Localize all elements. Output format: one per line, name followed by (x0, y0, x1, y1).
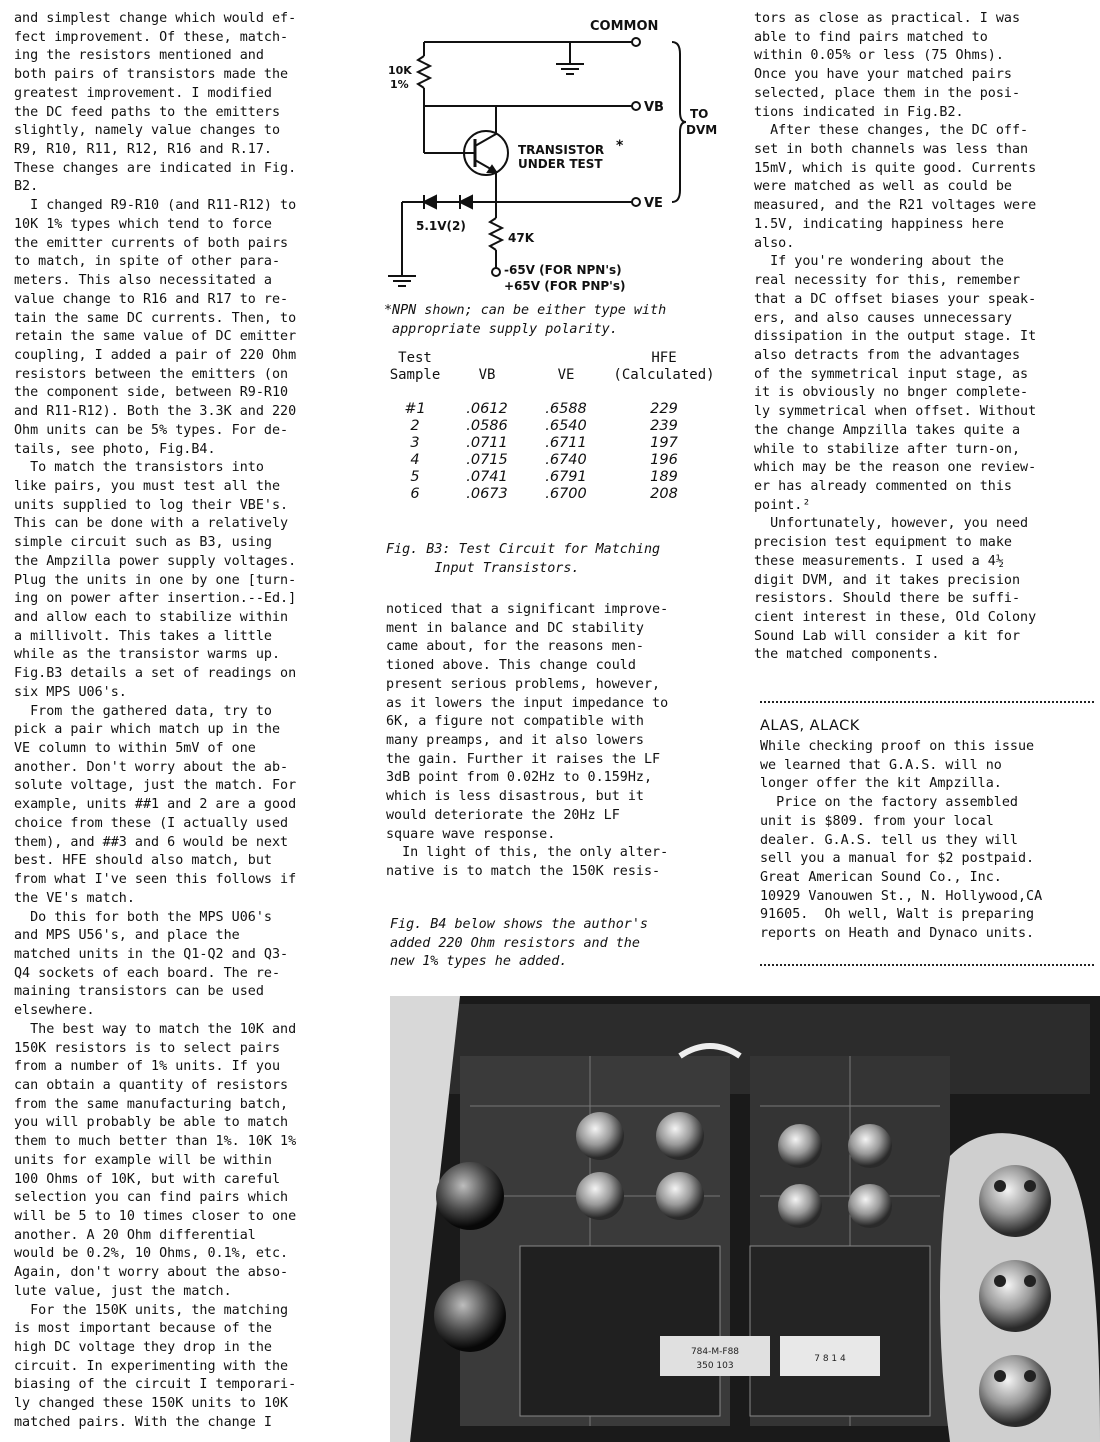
text-line: 1.5V, indicating happiness here (754, 216, 1004, 232)
text-line: In light of this, the only alter- (386, 845, 669, 861)
text-line: you will probably be able to match (14, 1115, 289, 1131)
text-line: Once you have your matched pairs (754, 67, 1012, 83)
text-line: like pairs, you must test all the (14, 478, 281, 494)
text-line: simple circuit such as B3, using (14, 535, 272, 551)
text-line: While checking proof on this issue (760, 739, 1035, 754)
text-line: the matched components. (754, 647, 940, 663)
cell-ve: .6540 (545, 418, 587, 434)
cell-sample: #1 (404, 401, 426, 417)
label-pnp-supply: +65V (FOR PNP's) (504, 279, 626, 293)
text-line: biasing of the circuit I temporari- (14, 1377, 297, 1393)
cell-ve: .6588 (545, 401, 587, 417)
text-line: within 0.05% or less (75 Ohms). (754, 48, 1004, 64)
header-hfe: HFE (651, 350, 677, 366)
text-line: a millivolt. This takes a little (14, 628, 272, 644)
text-line: Do this for both the MPS U06's (14, 909, 272, 925)
circuit-footnote (384, 302, 666, 339)
table-body (384, 401, 724, 503)
text-line: while to stabilize after turn-on, (754, 441, 1021, 457)
label-vb: VB (644, 100, 664, 115)
header-vb: VB (478, 367, 496, 383)
text-line: Again, don't worry about the abso- (14, 1265, 289, 1281)
text-line: 10K 1% types which tend to force (14, 216, 272, 232)
text-line: it is obviously no bnger complete- (754, 385, 1029, 401)
text-line: both pairs of transistors made the (14, 67, 289, 83)
transistor-readings-table (384, 350, 724, 503)
text-line: The best way to match the 10K and (14, 1021, 297, 1037)
text-line: resistors. Should there be suffi- (754, 591, 1021, 607)
text-line: 3dB point from 0.02Hz to 0.159Hz, (386, 770, 653, 786)
label-common: COMMON (590, 19, 659, 34)
text-line: is most important because of the (14, 1321, 272, 1337)
cell-vb: .0741 (466, 469, 508, 485)
text-line: ing the resistors mentioned and (14, 48, 264, 64)
divider-bottom (760, 964, 1094, 966)
text-line: tions indicated in Fig.B2. (754, 104, 964, 120)
text-line: were matched as well as could be (754, 179, 1012, 195)
text-line: units supplied to log their VBE's. (14, 497, 289, 513)
photo-label-left: 784-M-F88 (690, 1347, 740, 1357)
cell-hfe: 197 (650, 435, 678, 451)
text-line: many preamps, and it also lowers (386, 733, 644, 749)
text-line: ers, and also causes unnecessary (754, 310, 1012, 326)
text-line: as it lowers the input impedance to (386, 695, 669, 711)
text-line: circuit. In experimenting with the (14, 1358, 289, 1374)
text-line: point.² (754, 497, 811, 513)
text-line: present serious problems, however, (386, 676, 661, 692)
text-line: noticed that a significant improve- (386, 602, 669, 617)
cell-ve: .6711 (545, 435, 587, 451)
text-line: solute voltage, just the match. For (14, 778, 297, 794)
text-line: choice from these (I actually used (14, 815, 289, 831)
text-line: the emitter currents of both pairs (14, 235, 289, 251)
cell-ve: .6700 (545, 486, 587, 502)
alas-body (760, 738, 1042, 944)
cell-ve: .6791 (545, 469, 587, 485)
label-47k: 47K (508, 231, 534, 245)
text-line: digit DVM, and it takes precision (754, 572, 1021, 588)
column-middle (386, 601, 726, 882)
fig-b3-caption (386, 541, 660, 578)
text-line: 10929 Vanouwen St., N. Hollywood,CA (760, 888, 1043, 904)
text-line: *NPN shown; can be either type with (384, 303, 667, 318)
text-line: and simplest change which would ef- (14, 11, 297, 26)
text-line: to match, in spite of other para- (14, 254, 281, 270)
table-row (384, 418, 724, 435)
fig-b4-photo (390, 996, 1100, 1442)
cell-vb: .0715 (466, 452, 508, 468)
text-line: the VE's match. (14, 890, 135, 906)
label-transistor-line1: TRANSISTOR (518, 143, 605, 157)
text-line: Fig.B3 details a set of readings on (14, 666, 297, 682)
text-line: This can be done with a relatively (14, 516, 289, 532)
table-row (384, 401, 724, 418)
label-dvm: DVM (686, 123, 718, 137)
text-line: I changed R9-R10 (and R11-R12) to (14, 198, 297, 214)
text-line: Great American Sound Co., Inc. (760, 870, 1002, 886)
text-line: After these changes, the DC off- (754, 123, 1029, 139)
cell-hfe: 229 (650, 401, 678, 417)
text-line: dissipation in the output stage. It (754, 329, 1037, 345)
cell-hfe: 189 (650, 469, 678, 485)
text-line: slightly, namely value changes to (14, 123, 281, 139)
photo-label-right: 7 8 1 4 (814, 1354, 846, 1364)
text-line: selected, place them in the posi- (754, 85, 1021, 101)
text-line: which may be the reason one review- (754, 460, 1037, 476)
cell-hfe: 208 (650, 486, 678, 502)
text-line: These changes are indicated in Fig. (14, 160, 297, 176)
text-line: 15mV, which is quite good. Currents (754, 160, 1037, 176)
text-line: six MPS U06's. (14, 684, 127, 700)
label-npn-supply: -65V (FOR NPN's) (504, 263, 622, 277)
text-line: another. Don't worry about the ab- (14, 759, 289, 775)
text-line: new 1% types he added. (390, 954, 568, 970)
cell-sample: 2 (410, 418, 420, 434)
cell-vb: .0586 (466, 418, 508, 434)
text-line: ly symmetrical when offset. Without (754, 404, 1037, 420)
text-line: these measurements. I used a 4½ (754, 553, 1004, 569)
cell-hfe: 239 (650, 418, 678, 434)
text-line: To match the transistors into (14, 460, 264, 476)
text-line: high DC voltage they drop in the (14, 1340, 272, 1356)
text-line: Ohm units can be 5% types. For de- (14, 422, 289, 438)
text-line: For the 150K units, the matching (14, 1302, 289, 1318)
text-line: also. (754, 235, 795, 251)
header-hfe-calculated: (Calculated) (613, 367, 715, 383)
cell-vb: .0673 (466, 486, 508, 502)
alas-heading: ALAS, ALACK (760, 718, 860, 734)
column-left (14, 10, 359, 1433)
text-line: square wave response. (386, 826, 556, 842)
cell-vb: .0612 (466, 401, 508, 417)
cell-sample: 6 (410, 486, 420, 502)
text-line: selection you can find pairs which (14, 1190, 289, 1206)
table-row (384, 435, 724, 452)
text-line: we learned that G.A.S. will no (760, 757, 1002, 773)
label-resistor-value: 10K (388, 64, 412, 77)
table-row (384, 452, 724, 469)
text-line: Plug the units in one by one [turn- (14, 572, 297, 588)
text-line: Input Transistors. (386, 560, 580, 576)
text-line: them), and ##3 and 6 would be next (14, 834, 289, 850)
text-line: which is less disastrous, but it (386, 789, 644, 805)
text-line: another. A 20 Ohm differential (14, 1227, 256, 1243)
text-line: tain the same DC currents. Then, to (14, 310, 297, 326)
text-line: longer offer the kit Ampzilla. (760, 776, 1002, 792)
text-line: sell you a manual for $2 postpaid. (760, 851, 1035, 867)
text-line: and MPS U56's, and place the (14, 928, 240, 944)
label-ve: VE (644, 196, 663, 211)
text-line: unit is $809. from your local (760, 813, 994, 829)
text-line: precision test equipment to make (754, 535, 1012, 551)
text-line: also detracts from the advantages (754, 347, 1021, 363)
text-line: them to much better than 1%. 10K 1% (14, 1134, 297, 1150)
text-line: cient interest in these, Old Colony (754, 610, 1037, 625)
text-line: er has already commented on this (754, 478, 1012, 494)
text-line: set in both channels was less than (754, 142, 1029, 158)
text-line: ment in balance and DC stability (386, 620, 644, 636)
label-resistor-tolerance: 1% (390, 78, 409, 91)
cell-hfe: 196 (650, 452, 678, 468)
label-asterisk: * (616, 138, 624, 154)
text-line: pick a pair which match up in the (14, 722, 281, 738)
text-line: dealer. G.A.S. tell us they will (760, 832, 1018, 848)
label-to: TO (690, 107, 709, 121)
common-terminal (632, 38, 640, 46)
text-line: elsewhere. (14, 1003, 95, 1019)
text-line: 100 Ohms of 10K, but with careful (14, 1171, 281, 1187)
text-line: Q4 sockets of each board. The re- (14, 965, 281, 981)
label-zener: 5.1V(2) (416, 219, 466, 233)
text-line: while as the transistor warms up. (14, 647, 281, 663)
text-line: and R11-R12). Both the 3.3K and 220 (14, 404, 297, 420)
text-line: resistors between the emitters (on (14, 366, 289, 382)
text-line: appropriate supply polarity. (384, 321, 618, 337)
fig-b4-caption (390, 916, 648, 972)
text-line: able to find pairs matched to (754, 29, 988, 45)
text-line: matched pairs. With the change I (14, 1414, 272, 1430)
text-line: tioned above. This change could (386, 658, 636, 674)
text-line: the gain. Further it raises the LF (386, 751, 661, 767)
text-line: units for example will be within (14, 1152, 272, 1168)
text-line: ly changed these 150K units to 10K (14, 1396, 289, 1412)
text-line: of the symmetrical input stage, as (754, 366, 1029, 382)
cell-sample: 3 (410, 435, 420, 451)
text-line: tors as close as practical. I was (754, 11, 1021, 26)
text-line: that a DC offset biases your speak- (754, 291, 1037, 307)
text-line: native is to match the 150K resis- (386, 864, 661, 880)
cell-ve: .6740 (545, 452, 587, 468)
text-line: would deteriorate the 20Hz LF (386, 807, 620, 823)
text-line: came about, for the reasons men- (386, 639, 644, 655)
text-line: 150K resistors is to select pairs (14, 1040, 281, 1056)
header-test: Test (398, 350, 432, 366)
text-line: from a number of 1% units. If you (14, 1059, 281, 1075)
text-line: fect improvement. Of these, match- (14, 29, 289, 45)
text-line: B2. (14, 179, 39, 195)
text-line: Price on the factory assembled (760, 795, 1018, 811)
header-ve: VE (557, 367, 575, 383)
text-line: coupling, I added a pair of 220 Ohm (14, 347, 297, 363)
cell-vb: .0711 (466, 435, 508, 451)
text-line: and allow each to stabilize within (14, 610, 289, 625)
text-line: If you're wondering about the (754, 254, 1004, 270)
text-line: the component side, between R9-R10 (14, 385, 289, 401)
text-line: reports on Heath and Dynaco units. (760, 926, 1035, 942)
photo-label-left-2: 350 103 (696, 1361, 734, 1371)
column-right (754, 10, 1094, 665)
text-line: the change Ampzilla takes quite a (754, 422, 1021, 438)
cell-sample: 5 (410, 469, 420, 485)
divider-top (760, 701, 1094, 703)
text-line: ing on power after insertion.--Ed.] (14, 591, 297, 607)
text-line: real necessity for this, remember (754, 273, 1021, 289)
test-circuit-diagram (380, 6, 720, 302)
text-line: VE column to within 5mV of one (14, 741, 256, 757)
text-line: Fig. B3: Test Circuit for Matching (386, 542, 661, 557)
cell-sample: 4 (410, 452, 420, 468)
text-line: 6K, a figure not compatible with (386, 714, 644, 730)
table-row (384, 469, 724, 486)
text-line: measured, and the R21 voltages were (754, 198, 1037, 214)
text-line: added 220 Ohm resistors and the (390, 935, 640, 951)
text-line: from the same manufacturing batch, (14, 1096, 289, 1112)
text-line: 91605. Oh well, Walt is preparing (760, 907, 1035, 923)
text-line: the DC feed paths to the emitters (14, 104, 281, 120)
text-line: can obtain a quantity of resistors (14, 1077, 289, 1093)
text-line: Fig. B4 below shows the author's (390, 917, 648, 932)
text-line: Unfortunately, however, you need (754, 516, 1029, 532)
text-line: Sound Lab will consider a kit for (754, 628, 1021, 644)
text-line: best. HFE should also match, but (14, 853, 272, 869)
text-line: lute value, just the match. (14, 1283, 232, 1299)
text-line: the Ampzilla power supply voltages. (14, 553, 297, 569)
text-line: would be 0.2%, 10 Ohms, 0.1%, etc. (14, 1246, 289, 1262)
text-line: maining transistors can be used (14, 984, 264, 1000)
text-line: tails, see photo, Fig.B4. (14, 441, 216, 457)
text-line: meters. This also necessitated a (14, 273, 272, 289)
text-line: matched units in the Q1-Q2 and Q3- (14, 946, 289, 962)
text-line: greatest improvement. I modified (14, 85, 272, 101)
text-line: from what I've seen this follows if (14, 872, 297, 888)
text-line: R9, R10, R11, R12, R16 and R.17. (14, 142, 272, 158)
text-line: will be 5 to 10 times closer to one (14, 1209, 297, 1224)
header-sample: Sample (389, 367, 441, 383)
table-row (384, 486, 724, 503)
text-line: From the gathered data, try to (14, 703, 272, 719)
text-line: example, units ##1 and 2 are a good (14, 797, 297, 813)
text-line: retain the same value of DC emitter (14, 329, 297, 345)
label-transistor-line2: UNDER TEST (518, 157, 603, 171)
text-line: value change to R16 and R17 to re- (14, 291, 289, 307)
